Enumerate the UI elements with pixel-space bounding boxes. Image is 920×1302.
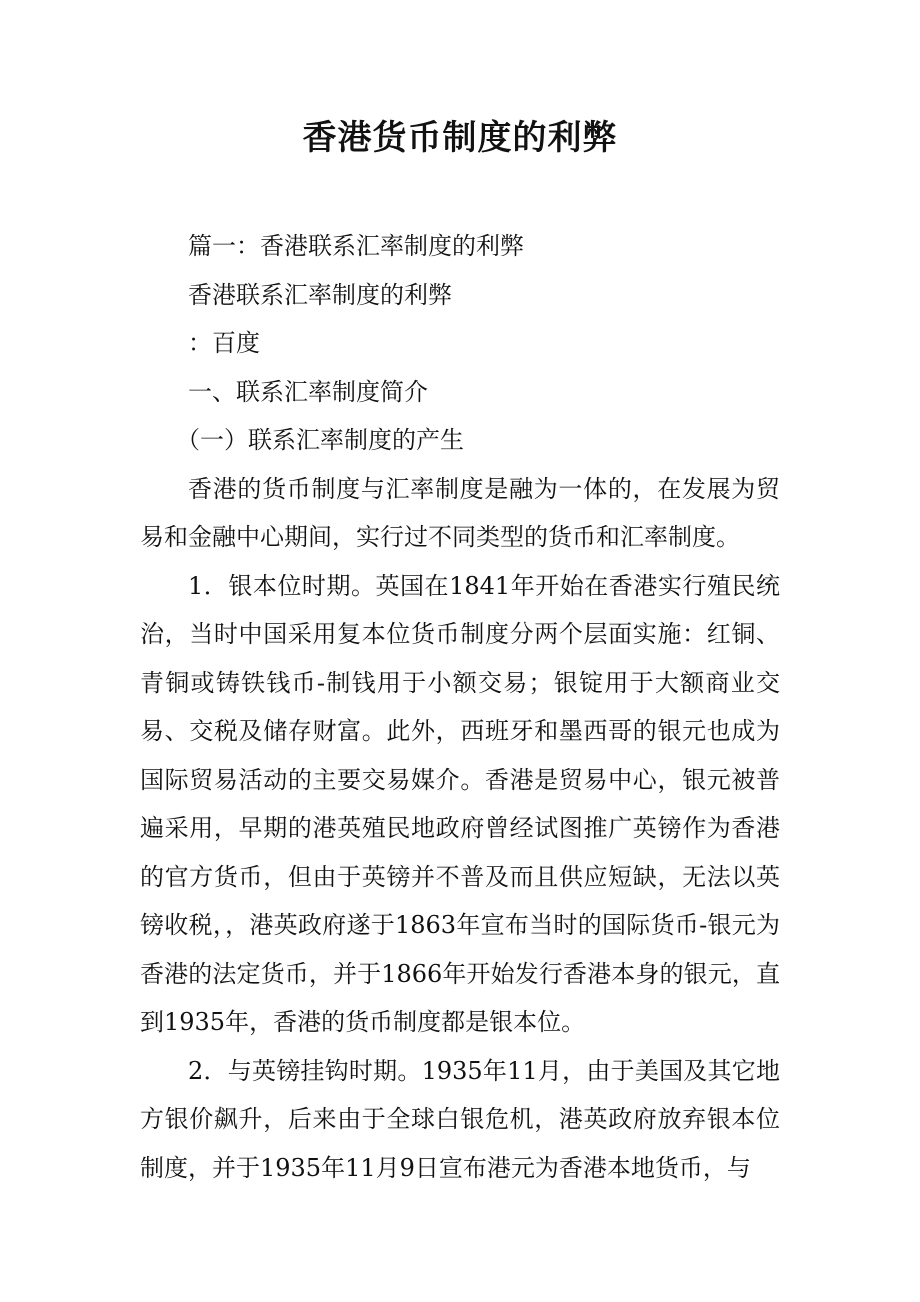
- article-heading: 香港联系汇率制度的利弊: [188, 280, 452, 309]
- document-body: [140, 222, 780, 1192]
- document-title: 香港货币制度的利弊: [302, 118, 618, 158]
- section-heading: 一、联系汇率制度简介: [188, 377, 428, 406]
- subsection-heading: （一）联系汇率制度的产生: [176, 426, 464, 454]
- source-line: ：百度: [188, 329, 260, 357]
- paragraph-sterling-peg: 2．与英镑挂钩时期。1935年11月，由于美国及其它地方银价飙升，后来由于全球白银危机，港英政府放弃银本位制度，并于1935年11月9日宣布港元为香港本地货币，与: [140, 1056, 780, 1182]
- chapter-heading: 篇一：香港联系汇率制度的利弊: [188, 232, 524, 260]
- paragraph-intro: 香港的货币制度与汇率制度是融为一体的，在发展为贸易和金融中心期间，实行过不同类型的货币和汇率制度。: [140, 474, 780, 551]
- paragraph-silver-standard: 1．银本位时期。英国在1841年开始在香港实行殖民统治，当时中国采用复本位货币制度分两个层面实施：红铜、青铜或铸铁钱币-制钱用于小额交易；银锭用于大额商业交易、交税及储存财富。此外，西班牙和墨西哥的银元也成为国际贸易活动的主要交易媒介。香港是贸易中心，银元被普遍采用，早期的港英殖民地政府曾经试图推广英镑作为香港的官方货币，但由于英镑并不普及而且供应短缺，无法以英镑收税，，港英政府遂于1863年宣布当时的国际货币-银元为香港的法定货币，并于1866年开始发行香港本身的银元，直到1935年，香港的货币制度都是银本位。: [140, 571, 780, 1036]
